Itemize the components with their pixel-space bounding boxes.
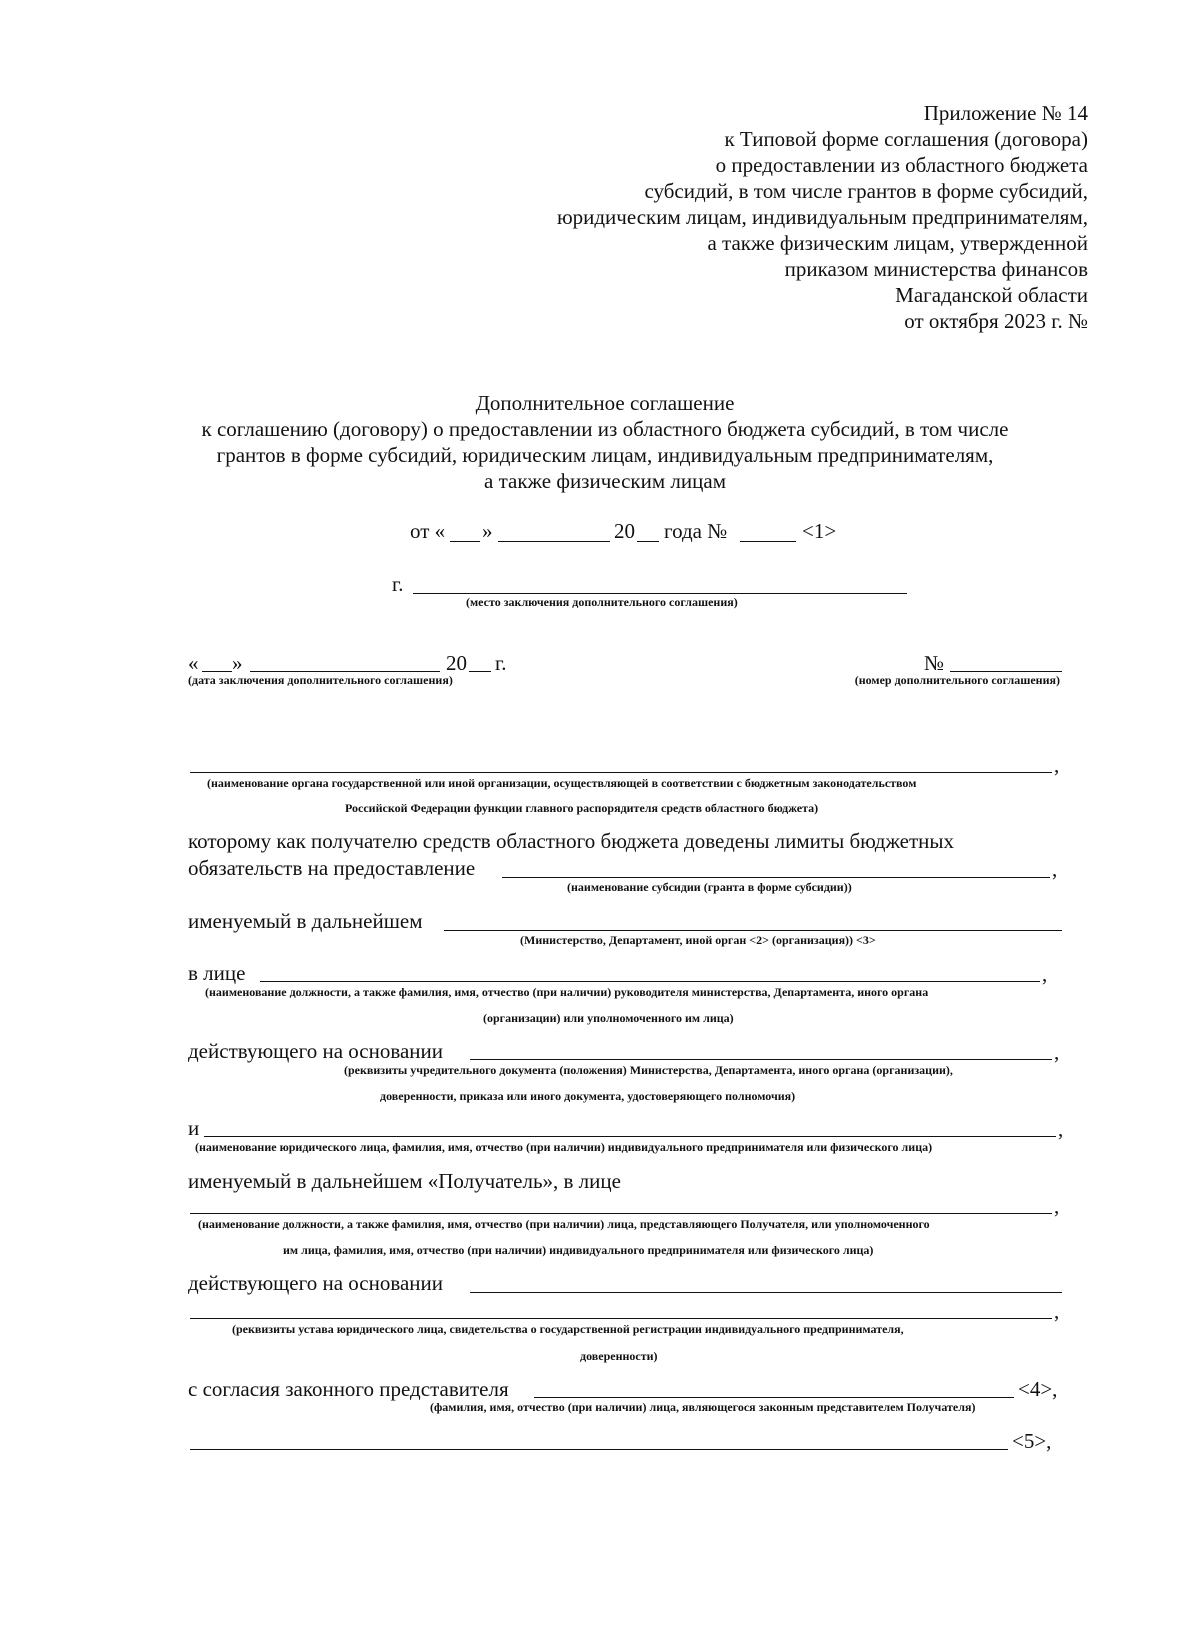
legal-entity-caption: (наименование юридического лица, фамилия, имя, отчество (при наличии) индивидуального предпринимателя или физического лица) xyxy=(195,1140,933,1154)
date-prefix: от « xyxy=(410,519,446,543)
recipient-text-line1: которому как получателю средств областного бюджета доведены лимиты бюджетных xyxy=(188,829,955,853)
title-line: а также физическим лицам xyxy=(484,469,726,493)
date-number-field[interactable] xyxy=(740,541,796,542)
basis2-caption-line1: (реквизиты устава юридического лица, свидетельства о государственной регистрации индивидуального предпринимателя, xyxy=(232,1322,904,1336)
conclusion-number-field[interactable] xyxy=(950,671,1062,672)
date-year-field[interactable] xyxy=(637,541,659,542)
named-caption: (Министерство, Департамент, иной орган <2> (организация)) <3> xyxy=(520,933,876,947)
header-line: от октября 2023 г. № xyxy=(904,309,1088,333)
final-field[interactable] xyxy=(190,1449,1008,1450)
header-line: Приложение № 14 xyxy=(923,101,1088,125)
conclusion-number-caption: (номер дополнительного соглашения) xyxy=(854,673,1060,687)
receiver-caption-line1: (наименование должности, а также фамилия, имя, отчество (при наличии) лица, представляющего Получателя, или уполномоченного xyxy=(198,1217,930,1231)
subsidy-comma: , xyxy=(1052,857,1058,881)
person-field[interactable] xyxy=(260,981,1040,982)
person-comma: , xyxy=(1042,962,1048,986)
receiver-caption-line2: им лица, фамилия, имя, отчество (при наличии) индивидуального предпринимателя или физического лица) xyxy=(283,1243,874,1257)
person-text: в лице xyxy=(188,961,246,985)
consent-field[interactable] xyxy=(534,1397,1014,1398)
place-field[interactable] xyxy=(413,593,907,594)
title-line: грантов в форме субсидий, юридическим лицам, индивидуальным предпринимателям, xyxy=(216,443,994,467)
conclusion-year-suffix: г. xyxy=(495,651,507,675)
subsidy-caption: (наименование субсидии (гранта в форме субсидии)) xyxy=(567,880,852,894)
org-caption-line2: Российской Федерации функции главного распорядителя средств областного бюджета) xyxy=(345,801,819,815)
conclusion-date-caption: (дата заключения дополнительного соглашения) xyxy=(188,673,453,687)
title-line: Дополнительное соглашение xyxy=(475,391,735,415)
receiver-representative-field[interactable] xyxy=(190,1213,1052,1214)
recipient-text-line2: обязательств на предоставление xyxy=(188,856,476,880)
header-line: к Типовой форме соглашения (договора) xyxy=(724,127,1088,151)
basis-text: действующего на основании xyxy=(188,1039,444,1063)
conclusion-close-quote: » xyxy=(232,651,243,675)
date-footnote-ref: <1> xyxy=(802,519,837,543)
basis-field[interactable] xyxy=(470,1059,1052,1060)
basis-caption-line1: (реквизиты учредительного документа (положения) Министерства, Департамента, иного органа (организации), xyxy=(344,1063,953,1077)
header-line: а также физическим лицам, утвержденной xyxy=(707,231,1088,255)
appendix-header xyxy=(557,100,1088,334)
date-close-quote: » xyxy=(482,519,493,543)
legal-entity-field[interactable] xyxy=(204,1136,1056,1137)
org-name-field[interactable] xyxy=(190,772,1052,773)
conclusion-year-field[interactable] xyxy=(469,671,491,672)
place-prefix: г. xyxy=(392,572,404,596)
place-caption: (место заключения дополнительного соглашения) xyxy=(466,595,738,609)
conclusion-open-quote: « xyxy=(188,651,199,675)
conclusion-year-prefix: 20 xyxy=(446,651,467,675)
org-caption-line1: (наименование органа государственной или иной организации, осуществляющей в соответствии с бюджетным законодательством xyxy=(207,776,917,790)
date-day-field[interactable] xyxy=(450,541,480,542)
person-caption-line1: (наименование должности, а также фамилия, имя, отчество (при наличии) руководителя министерства, Департамента, иного органа xyxy=(205,985,929,999)
conclusion-day-field[interactable] xyxy=(202,671,232,672)
header-line: о предоставлении из областного бюджета xyxy=(715,153,1088,177)
and-text: и xyxy=(188,1116,200,1140)
basis2-caption-line2: доверенности) xyxy=(580,1349,658,1363)
date-year-prefix: 20 xyxy=(614,519,635,543)
receiver-comma: , xyxy=(1054,1194,1060,1218)
header-line: юридическим лицам, индивидуальным предпринимателям, xyxy=(556,205,1088,229)
basis2-comma: , xyxy=(1054,1299,1060,1323)
subsidy-field[interactable] xyxy=(502,877,1050,878)
final-footnote-ref: <5>, xyxy=(1012,1429,1052,1453)
basis-comma: , xyxy=(1054,1040,1060,1064)
header-line: Магаданской области xyxy=(895,283,1088,307)
conclusion-number-prefix: № xyxy=(924,651,945,675)
named-field[interactable] xyxy=(444,930,1062,931)
header-line: приказом министерства финансов xyxy=(784,257,1088,281)
consent-text: с согласия законного представителя xyxy=(188,1377,509,1401)
consent-footnote-ref: <4>, xyxy=(1018,1377,1058,1401)
basis2-field-line1[interactable] xyxy=(470,1292,1062,1293)
date-month-field[interactable] xyxy=(498,541,610,542)
legal-entity-comma: , xyxy=(1058,1117,1064,1141)
conclusion-month-field[interactable] xyxy=(250,671,440,672)
header-line: субсидий, в том числе грантов в форме субсидий, xyxy=(644,179,1088,203)
receiver-text: именуемый в дальнейшем «Получатель», в лице xyxy=(188,1169,621,1193)
basis2-text: действующего на основании xyxy=(188,1271,444,1295)
date-goda-no: года № xyxy=(664,519,728,543)
named-text: именуемый в дальнейшем xyxy=(188,909,423,933)
basis-caption-line2: доверенности, приказа или иного документа, удостоверяющего полномочия) xyxy=(380,1089,796,1103)
basis2-field-line2[interactable] xyxy=(190,1318,1052,1319)
org-comma: , xyxy=(1054,753,1060,777)
title-line: к соглашению (договору) о предоставлении из областного бюджета субсидий, в том числе xyxy=(201,417,1009,441)
consent-caption: (фамилия, имя, отчество (при наличии) лица, являющегося законным представителем Получателя) xyxy=(430,1400,976,1414)
person-caption-line2: (организации) или уполномоченного им лица) xyxy=(483,1011,734,1025)
document-title xyxy=(150,390,1060,494)
